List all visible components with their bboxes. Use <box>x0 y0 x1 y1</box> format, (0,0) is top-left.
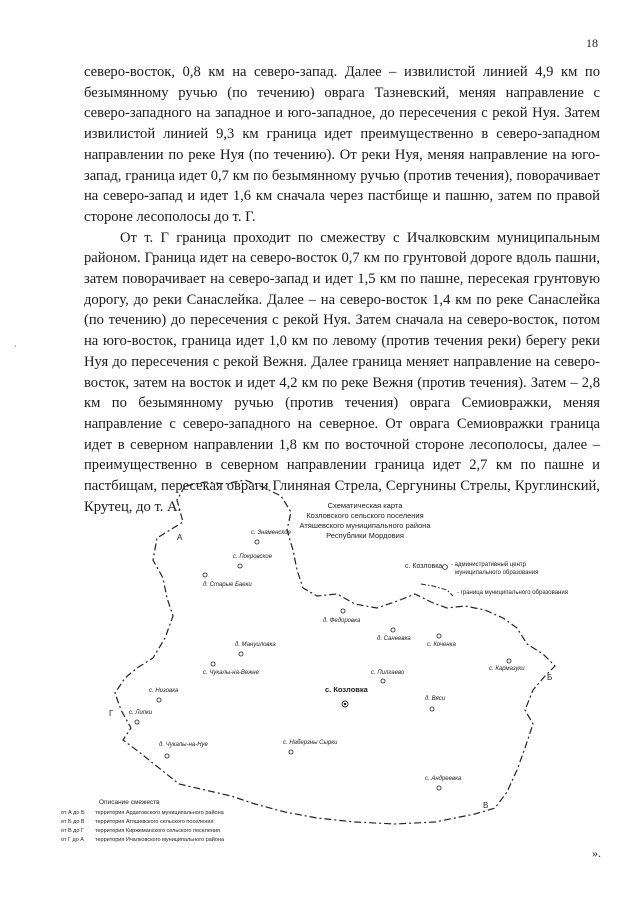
adjacency-range-4: от Г до А <box>61 837 84 843</box>
settlement-pilgevo <box>371 670 405 683</box>
document-body <box>84 62 600 517</box>
settlement-marker-admin-center-dot <box>344 703 346 705</box>
paragraph-2: От т. Г граница проходит по смежеству с Ичалковским муниципальным районом. Граница идет на северо-восток 0,7 км по грунтовой дороге вдоль пашни, затем поворачивает на северо-запад и идет 1,5 км по пашне, пересекая грунтовую дорогу, до реки Санаслейка. Далее – на северо-восток 1,4 км по реке Санаслейка (по течению) до пересечения с рекой Нуя. Затем сначала на северо-восток, потом на юго-восток, граница идет 1,0 км по левому (против течения реки) берегу реки Нуя до пересечения с рекой Вежня. Далее граница меняет направление на северо-восток, затем на восток и идет 4,2 км по реке Вежня (против течения). Затем – 2,8 км по безымянному ручью (против течения) оврага Семиовражки, меняя направление с северо-западного на северное. От оврага Семиовражки граница идет в северном направлении 1,8 км по восточной стороне лесополосы, далее – преимущественно в северном направлении граница идет 2,7 км по пашне и пастбищам, пересекая овраги Глиняная Стрела, Сергунины Стрелы, Круглинский, Крутец, до т. А. <box>84 229 600 515</box>
closing-quote: ». <box>592 846 601 860</box>
settlement-lipki <box>129 710 153 724</box>
margin-mark: , <box>14 338 17 349</box>
settlement-label: д. Федоровка <box>323 618 361 624</box>
adjacency-desc-1: территория Ардатовского муниципального района <box>95 810 224 816</box>
settlement-naberezh <box>283 740 338 754</box>
settlement-chukaly-nue <box>159 742 209 758</box>
adjacency-title: Описание смежеств <box>99 799 160 806</box>
settlement-label: с. Андреевка <box>425 776 462 782</box>
point-b: Б <box>547 673 553 682</box>
settlement-marker <box>238 564 242 568</box>
settlement-marker <box>430 707 434 711</box>
settlement-label: д. Вяси <box>425 696 446 702</box>
adjacency-desc-3: территория Киржеманского сельского поселения <box>95 828 221 834</box>
adjacency-desc-2: территория Атяшевского сельского поселения <box>95 819 214 825</box>
settlement-label: с. Пилгаево <box>371 670 405 676</box>
settlement-label: с. Покровское <box>233 554 273 560</box>
settlement-karmazuk <box>489 659 525 672</box>
schematic-map <box>55 478 610 878</box>
settlement-label: д. Чукалы-на-Нуе <box>159 742 208 748</box>
settlement-label: д. Старые Баеки <box>203 582 252 588</box>
settlement-marker <box>203 573 207 577</box>
settlement-marker <box>239 652 243 656</box>
adjacency-range-2: от Б до В <box>61 819 85 825</box>
settlement-fedorovka <box>323 609 361 624</box>
adjacency-desc-4: территория Ичалковского муниципального района <box>95 837 225 843</box>
adjacency-range-1: от А до Б <box>61 810 85 816</box>
settlement-marker <box>157 698 161 702</box>
point-a: А <box>177 533 183 542</box>
settlement-vysi <box>425 696 446 711</box>
settlement-marker <box>381 679 385 683</box>
adjacency-range-3: от В до Г <box>61 828 84 834</box>
legend-center-marker <box>443 565 448 570</box>
settlement-pokrovskoe <box>233 554 273 568</box>
map-title-line-2: Козловского сельского поселения <box>306 511 424 520</box>
page-number: 18 <box>586 36 598 50</box>
map-title-line-4: Республики Мордовия <box>326 531 404 540</box>
settlement-label: с. Кармазуки <box>489 666 525 672</box>
settlement-label: с. Липки <box>129 710 153 716</box>
point-v: В <box>483 801 489 810</box>
paragraph-1: северо-восток, 0,8 км на северо-запад. Далее – извилистой линией 4,9 км по безымянному ручью (по течению) оврага Тазневский, меняя направление с северо-западного на западное и юго-западное, до пересечения с рекой Нуя. Затем извилистой линией 9,3 км граница идет преимущественно в северо-западном направлении по реке Нуя (по течению). От реки Нуя, меняя направление на юго-запад, граница идет 0,7 км по безымянному ручью (против течения), поворачивает на северо-запад и идет 1,6 км сначала через пастбище и пашню, затем по правой стороне лесополосы до т. Г. <box>84 64 600 225</box>
settlement-label: с. Коченка <box>427 642 456 648</box>
settlement-label: с. Козловка <box>325 685 368 694</box>
settlement-label: с. Наберзны Сырки <box>283 740 338 746</box>
settlement-kozlovka <box>325 685 369 707</box>
legend-boundary-desc: - граница муниципального образования <box>457 590 568 596</box>
settlement-label: с. Низовка <box>149 688 179 694</box>
settlement-marker <box>391 628 395 632</box>
settlement-marker <box>437 634 441 638</box>
settlement-label: с. Чукалы-на-Вежне <box>203 670 259 676</box>
legend-center-label: с. Козловка <box>405 563 443 570</box>
settlement-nizovka <box>149 688 179 702</box>
settlement-marker <box>507 659 511 663</box>
settlement-marker <box>211 662 215 666</box>
settlement-marker <box>165 754 169 758</box>
settlement-label: с. Знаменское <box>251 530 291 536</box>
settlement-manuilovka <box>235 642 276 656</box>
settlement-marker <box>135 720 139 724</box>
settlement-kochenka <box>427 634 457 648</box>
settlement-chukaly-vezhnya <box>203 662 260 676</box>
settlement-znamenskoe <box>251 530 292 544</box>
settlement-marker <box>289 750 293 754</box>
point-g: Г <box>109 709 114 718</box>
legend-boundary-sample <box>421 584 453 596</box>
settlement-label: д. Санеевка <box>377 636 411 642</box>
settlement-marker <box>255 540 259 544</box>
map-title-line-3: Атяшевского муниципального района <box>299 521 431 530</box>
legend-center-desc-2: муниципального образования <box>455 570 539 576</box>
map-title-line-1: Схематическая карта <box>327 501 403 510</box>
settlement-label: д. Мануиловка <box>235 642 276 648</box>
settlement-marker <box>437 786 441 790</box>
settlement-starye-baeki <box>203 573 252 588</box>
settlement-andreevka <box>425 776 462 790</box>
settlement-saneyevka <box>377 628 411 642</box>
settlement-marker <box>341 609 345 613</box>
legend-center-desc-1: - административный центр <box>451 562 526 568</box>
